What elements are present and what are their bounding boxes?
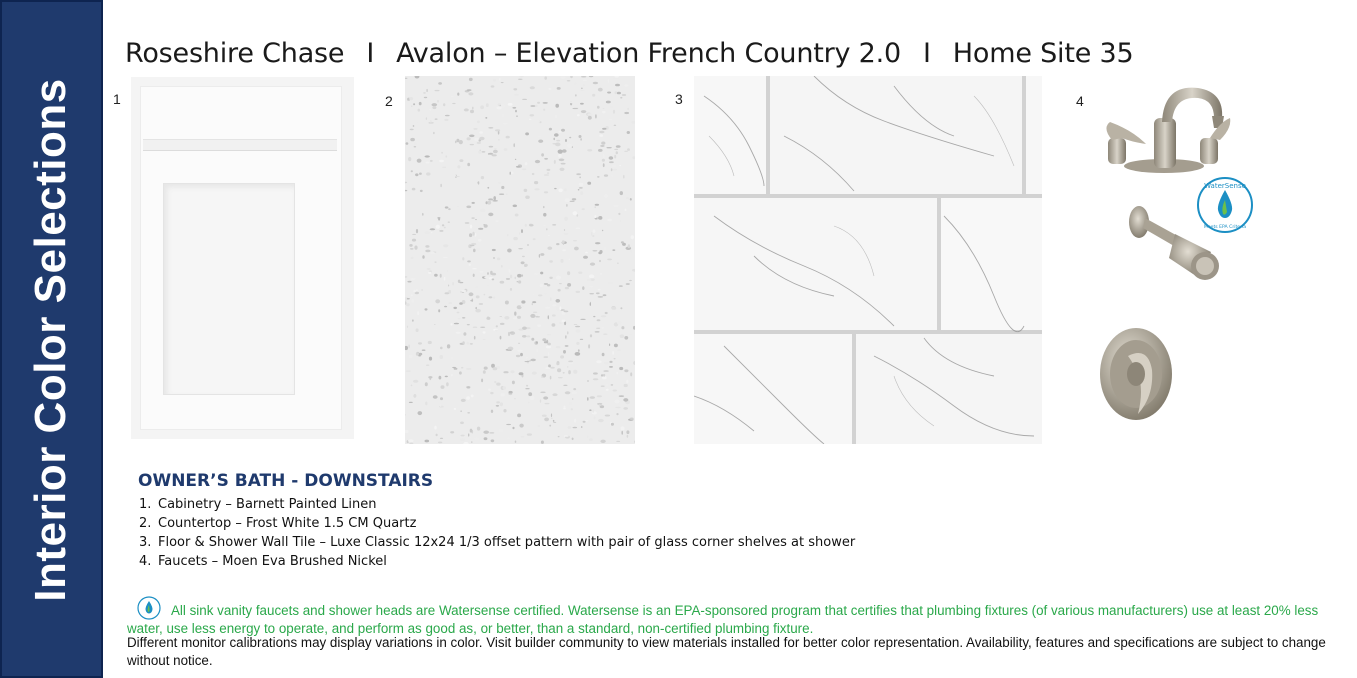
quartz-countertop-image	[405, 76, 635, 444]
list-item	[139, 514, 855, 533]
list-item-text: Floor & Shower Wall Tile – Luxe Classic 12x24 1/3 offset pattern with pair of glass corner shelves at shower	[158, 535, 856, 550]
sidebar-title: Interior Color Selections	[26, 78, 75, 602]
quartz-texture-icon	[405, 76, 635, 444]
list-item-text: Cabinetry – Barnett Painted Linen	[158, 497, 377, 512]
list-item-text: Countertop – Frost White 1.5 CM Quartz	[158, 516, 417, 531]
home-site: Home Site 35	[952, 38, 1134, 69]
list-item-number: 4.	[139, 554, 152, 569]
section-heading: OWNER’S BATH - DOWNSTAIRS	[138, 471, 434, 491]
list-item-number: 2.	[139, 516, 152, 531]
swatch-number: 1	[113, 91, 121, 107]
list-item	[139, 552, 855, 571]
list-item-text: Faucets – Moen Eva Brushed Nickel	[158, 554, 387, 569]
selection-list	[139, 495, 855, 571]
marble-tile-image	[694, 76, 1042, 444]
watersense-note-text: All sink vanity faucets and shower heads are Watersense certified. Watersense is an EPA-sponsored program that certifies that plumbing fixtures (of various manufacturers) use at least 20% less water, use less energy to operate, and perform as good as, or better, than a standard, non-certified plumbing fixture.	[127, 603, 1319, 636]
cabinet-door-panel	[163, 183, 295, 395]
swatch-number: 3	[675, 91, 683, 107]
watersense-small-icon	[137, 596, 161, 620]
sidebar	[0, 0, 103, 678]
swatch-number: 4	[1076, 93, 1084, 109]
disclaimer-text: Different monitor calibrations may display variations in color. Visit builder community to view materials installed for better color representation. Availability, features and specifications are subject to change without notice.	[127, 635, 1326, 668]
cabinet-door-rail	[143, 139, 337, 151]
bathroom-faucet-icon	[1102, 78, 1234, 180]
watersense-badge-subtext: Meets EPA Criteria	[1203, 225, 1247, 230]
watersense-note	[127, 596, 1355, 638]
swatch-number: 2	[385, 93, 393, 109]
list-item-number: 1.	[139, 497, 152, 512]
title-separator: I	[923, 38, 931, 69]
watersense-badge-icon	[1196, 176, 1254, 234]
list-item-number: 3.	[139, 535, 152, 550]
cabinet-door-image	[131, 77, 354, 439]
title-separator: I	[366, 38, 375, 69]
marble-tile-icon	[694, 76, 1042, 444]
community-name: Roseshire Chase	[125, 38, 345, 69]
watersense-badge-label: WaterSense	[1204, 182, 1246, 190]
page-title	[125, 38, 1134, 69]
list-item	[139, 533, 855, 552]
plan-name: Avalon – Elevation French Country 2.0	[396, 38, 902, 69]
list-item	[139, 495, 855, 514]
shower-valve-trim-icon	[1098, 326, 1176, 424]
